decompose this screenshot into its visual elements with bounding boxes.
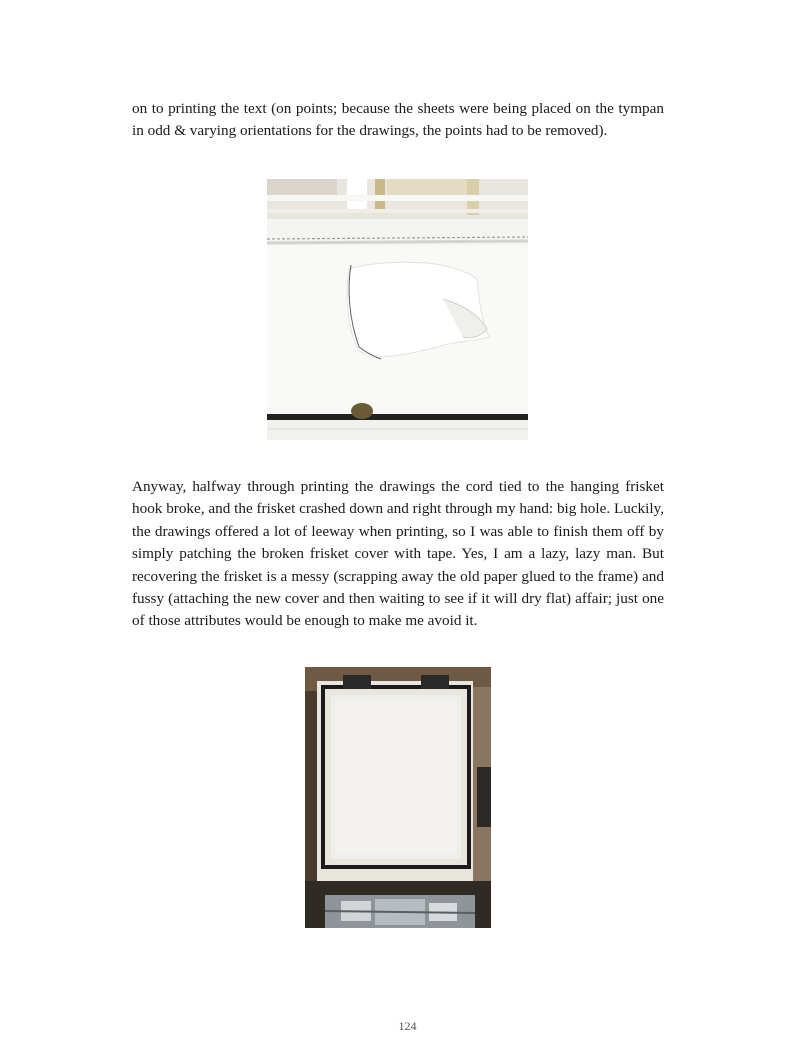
body-paragraph-2: Anyway, halfway through printing the drawings the cord tied to the hanging frisket hook broke, and the frisket crashed down and right through my hand: big hole. Luckily, the drawings offered a lot of leeway when printing, so I was able to finish them off by simply patching the broken frisket cover with tape. Yes, I am a lazy, lazy man. But recovering the frisket is a messy (scrapping away the old paper glued to the frame) and fussy (attaching the new cover and then waiting to see if it will dry flat) affair; just one of those attributes would be enough to make me avoid it. bbox=[132, 478, 664, 630]
torn-frisket-photo bbox=[267, 179, 528, 440]
body-paragraph-1: on to printing the text (on points; because the sheets were being placed on the tympan in odd & varying orientations for the drawings, the points had to be removed). bbox=[132, 100, 664, 140]
page-number: 124 bbox=[398, 1019, 417, 1033]
frisket-frame-photo bbox=[305, 667, 491, 928]
